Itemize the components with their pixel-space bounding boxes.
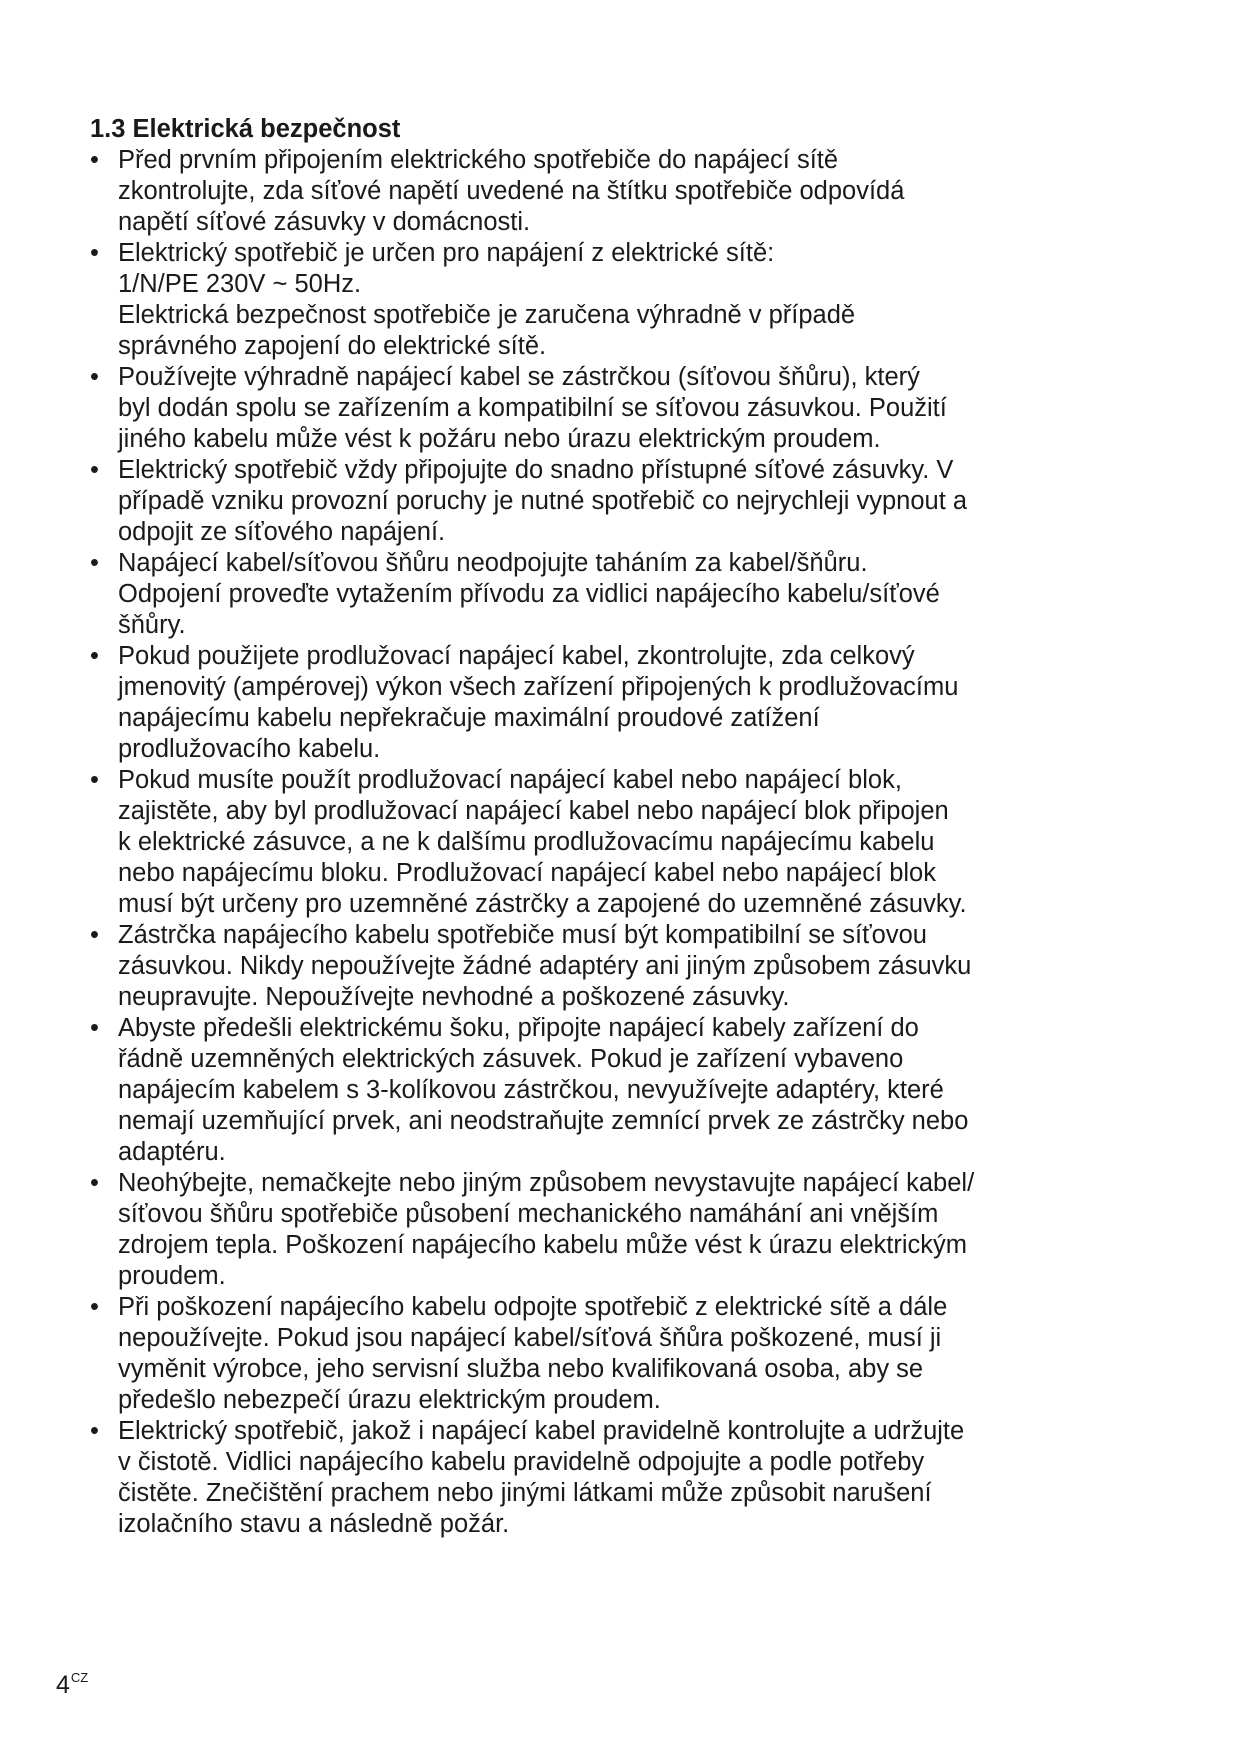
list-item-line: 1/N/PE 230V ~ 50Hz. bbox=[118, 270, 362, 298]
list-item bbox=[90, 238, 1150, 362]
list-item-line: napájecímu kabelu nepřekračuje maximální proudové zatížení bbox=[118, 704, 820, 732]
list-item bbox=[90, 1013, 1150, 1168]
bullet-marker: • bbox=[90, 363, 99, 391]
list-item-line: zkontrolujte, zda síťové napětí uvedené na štítku spotřebiče odpovídá bbox=[118, 177, 905, 205]
list-item-line: Pokud musíte použít prodlužovací napájecí kabel nebo napájecí blok, bbox=[118, 766, 902, 794]
list-item-line: byl dodán spolu se zařízením a kompatibilní se síťovou zásuvkou. Použití bbox=[118, 394, 947, 422]
list-item bbox=[90, 641, 1150, 765]
list-item-line: Elektrický spotřebič vždy připojujte do snadno přístupné síťové zásuvky. V bbox=[118, 456, 954, 484]
language-code: CZ bbox=[70, 1670, 89, 1685]
list-item-line: Pokud použijete prodlužovací napájecí kabel, zkontrolujte, zda celkový bbox=[118, 642, 915, 670]
list-item-line: Elektrická bezpečnost spotřebiče je zaručena výhradně v případě bbox=[118, 301, 856, 329]
list-item-line: zajistěte, aby byl prodlužovací napájecí kabel nebo napájecí blok připojen bbox=[118, 797, 949, 825]
list-item-line: Před prvním připojením elektrického spotřebiče do napájecí sítě bbox=[118, 146, 839, 174]
list-item-line: Používejte výhradně napájecí kabel se zástrčkou (síťovou šňůru), který bbox=[118, 363, 920, 391]
document-body bbox=[90, 114, 1150, 1540]
bullet-marker: • bbox=[90, 1293, 99, 1321]
list-item-line: Napájecí kabel/síťovou šňůru neodpojujte taháním za kabel/šňůru. bbox=[118, 549, 868, 577]
list-item-line: adaptéru. bbox=[118, 1138, 226, 1166]
list-item-line: izolačního stavu a následně požár. bbox=[118, 1510, 510, 1538]
list-item bbox=[90, 455, 1150, 548]
list-item-line: nemají uzemňující prvek, ani neodstraňujte zemnící prvek ze zástrčky nebo bbox=[118, 1107, 969, 1135]
list-item-line: zdrojem tepla. Poškození napájecího kabelu může vést k úrazu elektrickým bbox=[118, 1231, 967, 1259]
list-item bbox=[90, 1292, 1150, 1416]
list-item-line: napájecím kabelem s 3-kolíkovou zástrčkou, nevyužívejte adaptéry, které bbox=[118, 1076, 944, 1104]
list-item bbox=[90, 1416, 1150, 1540]
bullet-marker: • bbox=[90, 1014, 99, 1042]
list-item-line: v čistotě. Vidlici napájecího kabelu pravidelně odpojujte a podle potřeby bbox=[118, 1448, 925, 1476]
list-item-line: případě vzniku provozní poruchy je nutné spotřebič co nejrychleji vypnout a bbox=[118, 487, 968, 515]
list-item-line: prodlužovacího kabelu. bbox=[118, 735, 381, 763]
list-item bbox=[90, 145, 1150, 238]
section-title: 1.3 Elektrická bezpečnost bbox=[90, 115, 401, 143]
list-item bbox=[90, 548, 1150, 641]
list-item-line: Zástrčka napájecího kabelu spotřebiče musí být kompatibilní se síťovou bbox=[118, 921, 927, 949]
page-number: 4 bbox=[56, 1671, 70, 1699]
bullet-marker: • bbox=[90, 456, 99, 484]
list-item-line: čistěte. Znečištění prachem nebo jinými látkami může způsobit narušení bbox=[118, 1479, 932, 1507]
list-item bbox=[90, 362, 1150, 455]
list-item-line: zásuvkou. Nikdy nepoužívejte žádné adaptéry ani jiným způsobem zásuvku bbox=[118, 952, 972, 980]
list-item-line: neupravujte. Nepoužívejte nevhodné a poškozené zásuvky. bbox=[118, 983, 790, 1011]
list-item-line: řádně uzemněných elektrických zásuvek. Pokud je zařízení vybaveno bbox=[118, 1045, 904, 1073]
list-item-line: Odpojení proveďte vytažením přívodu za vidlici napájecího kabelu/síťové bbox=[118, 580, 940, 608]
list-item-line: Při poškození napájecího kabelu odpojte spotřebič z elektrické sítě a dále bbox=[118, 1293, 948, 1321]
list-item-line: vyměnit výrobce, jeho servisní služba nebo kvalifikovaná osoba, aby se bbox=[118, 1355, 924, 1383]
list-item-line: odpojit ze síťového napájení. bbox=[118, 518, 446, 546]
list-item-line: jmenovitý (ampérovej) výkon všech zařízení připojených k prodlužovacímu bbox=[118, 673, 959, 701]
list-item-line: Neohýbejte, nemačkejte nebo jiným způsobem nevystavujte napájecí kabel/ bbox=[118, 1169, 975, 1197]
list-item bbox=[90, 920, 1150, 1013]
list-item-line: nebo napájecímu bloku. Prodlužovací napájecí kabel nebo napájecí blok bbox=[118, 859, 936, 887]
bullet-marker: • bbox=[90, 1417, 99, 1445]
bullet-list bbox=[90, 145, 1150, 1540]
list-item-line: napětí síťové zásuvky v domácnosti. bbox=[118, 208, 531, 236]
list-item-line: musí být určeny pro uzemněné zástrčky a zapojené do uzemněné zásuvky. bbox=[118, 890, 967, 918]
list-item-line: Abyste předešli elektrickému šoku, připojte napájecí kabely zařízení do bbox=[118, 1014, 919, 1042]
bullet-marker: • bbox=[90, 549, 99, 577]
list-item-line: k elektrické zásuvce, a ne k dalšímu prodlužovacímu napájecímu kabelu bbox=[118, 828, 935, 856]
list-item-line: nepoužívejte. Pokud jsou napájecí kabel/síťová šňůra poškozené, musí ji bbox=[118, 1324, 942, 1352]
list-item bbox=[90, 1168, 1150, 1292]
bullet-marker: • bbox=[90, 766, 99, 794]
list-item-line: síťovou šňůru spotřebiče působení mechanického namáhání ani vnějším bbox=[118, 1200, 939, 1228]
list-item-line: správného zapojení do elektrické sítě. bbox=[118, 332, 547, 360]
page-footer bbox=[56, 1670, 88, 1700]
bullet-marker: • bbox=[90, 1169, 99, 1197]
bullet-marker: • bbox=[90, 921, 99, 949]
list-item-line: proudem. bbox=[118, 1262, 226, 1290]
list-item-line: Elektrický spotřebič je určen pro napájení z elektrické sítě: bbox=[118, 239, 775, 267]
bullet-marker: • bbox=[90, 239, 99, 267]
list-item-line: předešlo nebezpečí úrazu elektrickým proudem. bbox=[118, 1386, 661, 1414]
list-item-line: šňůry. bbox=[118, 611, 186, 639]
bullet-marker: • bbox=[90, 642, 99, 670]
list-item bbox=[90, 765, 1150, 920]
bullet-marker: • bbox=[90, 146, 99, 174]
list-item-line: jiného kabelu může vést k požáru nebo úrazu elektrickým proudem. bbox=[118, 425, 881, 453]
list-item-line: Elektrický spotřebič, jakož i napájecí kabel pravidelně kontrolujte a udržujte bbox=[118, 1417, 965, 1445]
